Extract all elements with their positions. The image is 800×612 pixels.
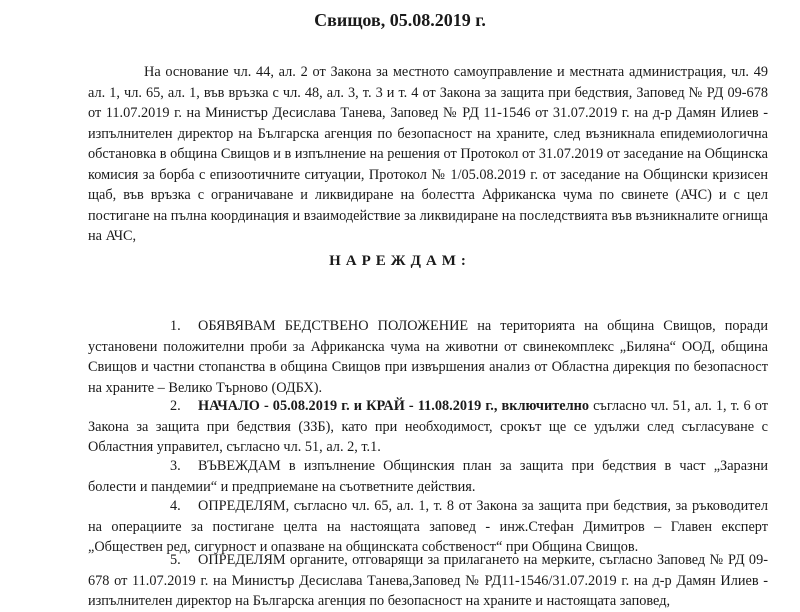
item-text: на територията на община Свищов, поради установени положителни проби за Африканска чума на животни от свинекомплекс „Биляна“ ООД, община Свищов и частни стопанства в община Свищов при извършения анализ от Областна дирекция по безопасност на храните – Велико Търново (ОДБХ). bbox=[88, 318, 769, 396]
order-item-1 bbox=[88, 316, 768, 398]
item-text: органите, отговарящи за прилагането на мерките, съгласно Заповед № РД 09-678 от 11.07.2019 г. на Министър Десислава Танева,Заповед № РД11-1546/31.07.2019 г. на д-р Дамян Илиев - изпълнителен директор на Българска агенция по безопасност на храните и настоящата заповед, bbox=[88, 552, 768, 609]
document-heading: Свищов, 05.08.2019 г. bbox=[314, 10, 486, 30]
item-lead: ОПРЕДЕЛЯМ, bbox=[198, 498, 290, 514]
order-title: НАРЕЖДАМ: bbox=[329, 253, 471, 269]
item-lead: ВЪВЕЖДАМ bbox=[198, 458, 281, 474]
order-item-5 bbox=[88, 550, 768, 612]
item-lead: НАЧАЛО - 05.08.2019 г. и КРАЙ - 11.08.2019 г., включително bbox=[198, 398, 589, 414]
order-item-2 bbox=[88, 396, 768, 458]
item-number: 2. bbox=[170, 398, 181, 414]
intro-paragraph: На основание чл. 44, ал. 2 от Закона за местното самоуправление и местната администрация, чл. 49 ал. 1, чл. 65, ал. 1, във връзка с чл. 48, ал. 3, т. 3 и т. 4 от Закона за защита при бедствия, Заповед № РД 09-678 от 11.07.2019 г. на Министър Десислава Танева, Заповед № РД 11-1546 от 31.07.2019 г. на д-р Дамян Илиев - изпълнителен директор на Българска агенция по безопасност на храните, след възникнала епидемиологична обстановка в община Свищов и в изпълнение на решения от Протокол от 31.07.2019 от заседание на Общинска комисия за борба с епизоотичните ситуации, Протокол № 1/05.08.2019 г. от заседание на Общински кризисен щаб, във връзка с ограничаване и ликвидиране на болестта Африканска чума по свинете (АЧС) и с цел постигане на пълна координация и взаимодействие за ликвидиране на последствията във възникналите огнища на АЧС, bbox=[88, 64, 768, 244]
item-number: 5. bbox=[170, 552, 181, 568]
order-item-3 bbox=[88, 456, 768, 497]
item-text: в изпълнение Общинския план за защита при бедствия в част „Заразни болести и пандемии“ и предприемане на съответните действия. bbox=[88, 458, 768, 495]
item-number: 1. bbox=[170, 318, 181, 334]
item-number: 4. bbox=[170, 498, 181, 514]
item-text: съгласно чл. 65, ал. 1, т. 8 от Закона за защита при бедствия, за ръководител на операциите за постигане целта на настоящата заповед - инж.Стефан Димитров – Главен експерт „Обществен ред, сигурност и опазване на общинската собственост“ при Община Свищов. bbox=[88, 498, 768, 555]
item-lead: ОПРЕДЕЛЯМ bbox=[198, 552, 286, 568]
item-text: съгласно чл. 51, ал. 1, т. 6 от Закона за защита при бедствия (ЗЗБ), като при необходимост, срокът ще се удължи след съгласуване с Областния управител, съгласно чл. 51, ал. 2, т.1. bbox=[88, 398, 769, 455]
order-item-4 bbox=[88, 496, 768, 558]
item-number: 3. bbox=[170, 458, 181, 474]
item-lead: ОБЯВЯВАМ БЕДСТВЕНО ПОЛОЖЕНИЕ bbox=[198, 318, 469, 334]
